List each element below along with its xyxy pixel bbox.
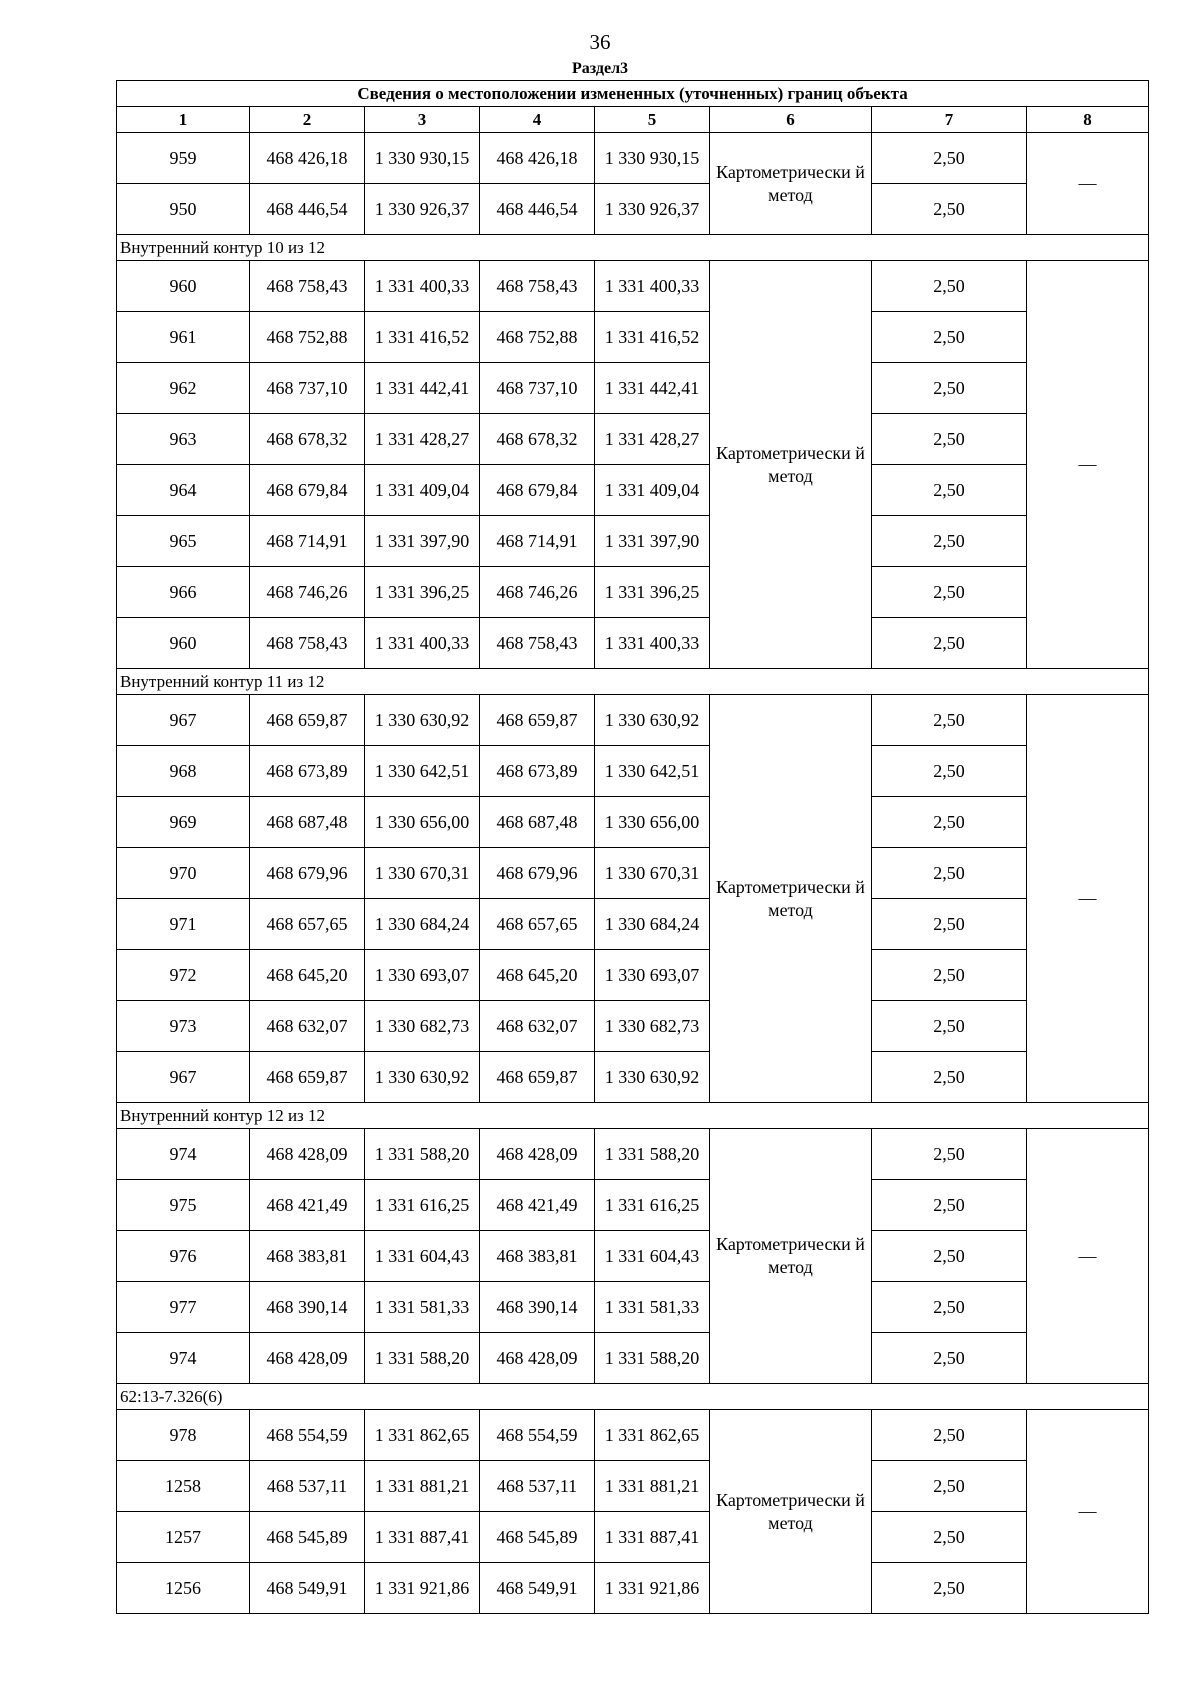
y-coordinate-new: 1 331 588,20: [595, 1129, 710, 1180]
contour-header-row: [117, 669, 1149, 695]
table-row: [117, 414, 1149, 465]
y-coordinate: 1 330 693,07: [365, 950, 480, 1001]
y-coordinate: 1 331 396,25: [365, 567, 480, 618]
contour-header-row: [117, 235, 1149, 261]
x-coordinate: 468 679,96: [250, 848, 365, 899]
description-dash: —: [1027, 1410, 1149, 1614]
accuracy-value: 2,50: [872, 184, 1027, 235]
point-number: 974: [117, 1129, 250, 1180]
coordinates-table: [116, 80, 1149, 1614]
accuracy-value: 2,50: [872, 133, 1027, 184]
x-coordinate-new: 468 421,49: [480, 1180, 595, 1231]
point-number: 972: [117, 950, 250, 1001]
method-cell: Картометрически й метод: [710, 695, 872, 1103]
table-caption: Сведения о местоположении измененных (уточненных) границ объекта: [117, 81, 1149, 107]
x-coordinate: 468 632,07: [250, 1001, 365, 1052]
x-coordinate: 468 714,91: [250, 516, 365, 567]
point-number: 964: [117, 465, 250, 516]
y-coordinate: 1 330 630,92: [365, 695, 480, 746]
y-coordinate-new: 1 330 930,15: [595, 133, 710, 184]
x-coordinate-new: 468 549,91: [480, 1563, 595, 1614]
y-coordinate: 1 331 442,41: [365, 363, 480, 414]
accuracy-value: 2,50: [872, 312, 1027, 363]
accuracy-value: 2,50: [872, 618, 1027, 669]
accuracy-value: 2,50: [872, 1231, 1027, 1282]
accuracy-value: 2,50: [872, 1180, 1027, 1231]
column-numbers-row: [117, 107, 1149, 133]
x-coordinate: 468 645,20: [250, 950, 365, 1001]
table-row: [117, 1563, 1149, 1614]
point-number: 959: [117, 133, 250, 184]
point-number: 1256: [117, 1563, 250, 1614]
accuracy-value: 2,50: [872, 899, 1027, 950]
y-coordinate: 1 330 684,24: [365, 899, 480, 950]
accuracy-value: 2,50: [872, 1001, 1027, 1052]
x-coordinate: 468 426,18: [250, 133, 365, 184]
point-number: 961: [117, 312, 250, 363]
accuracy-value: 2,50: [872, 465, 1027, 516]
section-title: Раздел3: [571, 60, 629, 77]
contour-title: Внутренний контур 10 из 12: [117, 235, 1149, 261]
y-coordinate-new: 1 331 616,25: [595, 1180, 710, 1231]
y-coordinate: 1 330 670,31: [365, 848, 480, 899]
accuracy-value: 2,50: [872, 261, 1027, 312]
y-coordinate: 1 331 604,43: [365, 1231, 480, 1282]
y-coordinate: 1 331 616,25: [365, 1180, 480, 1231]
y-coordinate-new: 1 330 630,92: [595, 695, 710, 746]
y-coordinate-new: 1 331 396,25: [595, 567, 710, 618]
accuracy-value: 2,50: [872, 414, 1027, 465]
x-coordinate: 468 673,89: [250, 746, 365, 797]
table-row: [117, 312, 1149, 363]
y-coordinate-new: 1 331 581,33: [595, 1282, 710, 1333]
x-coordinate: 468 752,88: [250, 312, 365, 363]
x-coordinate: 468 758,43: [250, 618, 365, 669]
x-coordinate: 468 428,09: [250, 1333, 365, 1384]
y-coordinate: 1 331 921,86: [365, 1563, 480, 1614]
x-coordinate: 468 383,81: [250, 1231, 365, 1282]
point-number: 977: [117, 1282, 250, 1333]
y-coordinate: 1 330 926,37: [365, 184, 480, 235]
x-coordinate-new: 468 679,96: [480, 848, 595, 899]
y-coordinate: 1 331 416,52: [365, 312, 480, 363]
y-coordinate-new: 1 331 604,43: [595, 1231, 710, 1282]
x-coordinate: 468 428,09: [250, 1129, 365, 1180]
point-number: 975: [117, 1180, 250, 1231]
table-row: [117, 1180, 1149, 1231]
table-row: [117, 1461, 1149, 1512]
y-coordinate-new: 1 330 670,31: [595, 848, 710, 899]
description-dash: —: [1027, 133, 1149, 235]
accuracy-value: 2,50: [872, 1052, 1027, 1103]
y-coordinate-new: 1 331 862,65: [595, 1410, 710, 1461]
y-coordinate: 1 330 930,15: [365, 133, 480, 184]
point-number: 969: [117, 797, 250, 848]
point-number: 974: [117, 1333, 250, 1384]
y-coordinate-new: 1 330 684,24: [595, 899, 710, 950]
x-coordinate-new: 468 714,91: [480, 516, 595, 567]
point-number: 971: [117, 899, 250, 950]
accuracy-value: 2,50: [872, 797, 1027, 848]
x-coordinate-new: 468 737,10: [480, 363, 595, 414]
y-coordinate-new: 1 330 642,51: [595, 746, 710, 797]
method-cell: Картометрически й метод: [710, 261, 872, 669]
description-dash: —: [1027, 695, 1149, 1103]
y-coordinate: 1 331 409,04: [365, 465, 480, 516]
y-coordinate-new: 1 331 881,21: [595, 1461, 710, 1512]
point-number: 965: [117, 516, 250, 567]
y-coordinate-new: 1 331 887,41: [595, 1512, 710, 1563]
y-coordinate: 1 331 400,33: [365, 261, 480, 312]
y-coordinate-new: 1 331 397,90: [595, 516, 710, 567]
accuracy-value: 2,50: [872, 516, 1027, 567]
y-coordinate: 1 331 581,33: [365, 1282, 480, 1333]
table-row: [117, 797, 1149, 848]
x-coordinate: 468 679,84: [250, 465, 365, 516]
method-cell: Картометрически й метод: [710, 1410, 872, 1614]
table-row: [117, 848, 1149, 899]
table-row: [117, 1333, 1149, 1384]
x-coordinate-new: 468 758,43: [480, 618, 595, 669]
column-number: 2: [250, 107, 365, 133]
y-coordinate-new: 1 330 630,92: [595, 1052, 710, 1103]
method-cell: Картометрически й метод: [710, 1129, 872, 1384]
y-coordinate: 1 330 630,92: [365, 1052, 480, 1103]
table-body: [117, 81, 1149, 1614]
x-coordinate-new: 468 752,88: [480, 312, 595, 363]
table-row: [117, 950, 1149, 1001]
point-number: 970: [117, 848, 250, 899]
point-number: 960: [117, 261, 250, 312]
x-coordinate-new: 468 673,89: [480, 746, 595, 797]
table-row: [117, 1001, 1149, 1052]
accuracy-value: 2,50: [872, 363, 1027, 414]
column-number: 8: [1027, 107, 1149, 133]
x-coordinate-new: 468 657,65: [480, 899, 595, 950]
accuracy-value: 2,50: [872, 1333, 1027, 1384]
table-row: [117, 1129, 1149, 1180]
y-coordinate-new: 1 331 442,41: [595, 363, 710, 414]
description-dash: —: [1027, 261, 1149, 669]
table-row: [117, 899, 1149, 950]
point-number: 966: [117, 567, 250, 618]
y-coordinate: 1 331 428,27: [365, 414, 480, 465]
page-number: 36: [589, 30, 611, 54]
x-coordinate-new: 468 390,14: [480, 1282, 595, 1333]
y-coordinate-new: 1 331 400,33: [595, 261, 710, 312]
table-row: [117, 465, 1149, 516]
table-row: [117, 695, 1149, 746]
y-coordinate-new: 1 331 921,86: [595, 1563, 710, 1614]
x-coordinate: 468 537,11: [250, 1461, 365, 1512]
contour-title: 62:13-7.326(6): [117, 1384, 1149, 1410]
table-row: [117, 261, 1149, 312]
y-coordinate: 1 331 588,20: [365, 1129, 480, 1180]
y-coordinate: 1 331 588,20: [365, 1333, 480, 1384]
accuracy-value: 2,50: [872, 950, 1027, 1001]
table-row: [117, 133, 1149, 184]
x-coordinate-new: 468 679,84: [480, 465, 595, 516]
column-number: 6: [710, 107, 872, 133]
method-cell: Картометрически й метод: [710, 133, 872, 235]
x-coordinate-new: 468 383,81: [480, 1231, 595, 1282]
x-coordinate-new: 468 687,48: [480, 797, 595, 848]
y-coordinate-new: 1 330 682,73: [595, 1001, 710, 1052]
x-coordinate: 468 737,10: [250, 363, 365, 414]
x-coordinate: 468 390,14: [250, 1282, 365, 1333]
accuracy-value: 2,50: [872, 746, 1027, 797]
y-coordinate: 1 330 642,51: [365, 746, 480, 797]
accuracy-value: 2,50: [872, 1461, 1027, 1512]
accuracy-value: 2,50: [872, 1512, 1027, 1563]
y-coordinate: 1 331 862,65: [365, 1410, 480, 1461]
y-coordinate: 1 331 887,41: [365, 1512, 480, 1563]
y-coordinate: 1 330 682,73: [365, 1001, 480, 1052]
x-coordinate: 468 746,26: [250, 567, 365, 618]
x-coordinate-new: 468 545,89: [480, 1512, 595, 1563]
x-coordinate: 468 758,43: [250, 261, 365, 312]
point-number: 968: [117, 746, 250, 797]
point-number: 1258: [117, 1461, 250, 1512]
point-number: 962: [117, 363, 250, 414]
x-coordinate: 468 657,65: [250, 899, 365, 950]
x-coordinate: 468 545,89: [250, 1512, 365, 1563]
y-coordinate: 1 331 400,33: [365, 618, 480, 669]
y-coordinate: 1 331 881,21: [365, 1461, 480, 1512]
contour-header-row: [117, 1384, 1149, 1410]
accuracy-value: 2,50: [872, 848, 1027, 899]
table-row: [117, 1052, 1149, 1103]
y-coordinate-new: 1 330 656,00: [595, 797, 710, 848]
x-coordinate: 468 421,49: [250, 1180, 365, 1231]
table-caption-row: [117, 81, 1149, 107]
x-coordinate-new: 468 746,26: [480, 567, 595, 618]
column-number: 5: [595, 107, 710, 133]
accuracy-value: 2,50: [872, 567, 1027, 618]
contour-title: Внутренний контур 12 из 12: [117, 1103, 1149, 1129]
x-coordinate: 468 687,48: [250, 797, 365, 848]
table-row: [117, 1410, 1149, 1461]
point-number: 973: [117, 1001, 250, 1052]
x-coordinate-new: 468 428,09: [480, 1129, 595, 1180]
point-number: 950: [117, 184, 250, 235]
y-coordinate-new: 1 330 926,37: [595, 184, 710, 235]
point-number: 1257: [117, 1512, 250, 1563]
y-coordinate-new: 1 331 416,52: [595, 312, 710, 363]
accuracy-value: 2,50: [872, 1282, 1027, 1333]
column-number: 1: [117, 107, 250, 133]
table-row: [117, 1512, 1149, 1563]
y-coordinate-new: 1 331 400,33: [595, 618, 710, 669]
x-coordinate: 468 678,32: [250, 414, 365, 465]
table-row: [117, 184, 1149, 235]
accuracy-value: 2,50: [872, 695, 1027, 746]
contour-header-row: [117, 1103, 1149, 1129]
x-coordinate-new: 468 758,43: [480, 261, 595, 312]
contour-title: Внутренний контур 11 из 12: [117, 669, 1149, 695]
point-number: 976: [117, 1231, 250, 1282]
table-row: [117, 363, 1149, 414]
x-coordinate-new: 468 426,18: [480, 133, 595, 184]
x-coordinate-new: 468 537,11: [480, 1461, 595, 1512]
x-coordinate-new: 468 428,09: [480, 1333, 595, 1384]
table-row: [117, 746, 1149, 797]
point-number: 960: [117, 618, 250, 669]
point-number: 978: [117, 1410, 250, 1461]
accuracy-value: 2,50: [872, 1563, 1027, 1614]
x-coordinate-new: 468 678,32: [480, 414, 595, 465]
x-coordinate: 468 549,91: [250, 1563, 365, 1614]
table-row: [117, 516, 1149, 567]
x-coordinate-new: 468 446,54: [480, 184, 595, 235]
y-coordinate: 1 331 397,90: [365, 516, 480, 567]
point-number: 967: [117, 1052, 250, 1103]
x-coordinate-new: 468 645,20: [480, 950, 595, 1001]
table-row: [117, 1282, 1149, 1333]
table-row: [117, 567, 1149, 618]
accuracy-value: 2,50: [872, 1129, 1027, 1180]
x-coordinate-new: 468 659,87: [480, 1052, 595, 1103]
point-number: 967: [117, 695, 250, 746]
table-row: [117, 1231, 1149, 1282]
x-coordinate: 468 554,59: [250, 1410, 365, 1461]
column-number: 4: [480, 107, 595, 133]
table-row: [117, 618, 1149, 669]
y-coordinate-new: 1 331 588,20: [595, 1333, 710, 1384]
x-coordinate: 468 659,87: [250, 1052, 365, 1103]
x-coordinate-new: 468 659,87: [480, 695, 595, 746]
column-number: 3: [365, 107, 480, 133]
column-number: 7: [872, 107, 1027, 133]
x-coordinate: 468 659,87: [250, 695, 365, 746]
y-coordinate-new: 1 331 428,27: [595, 414, 710, 465]
x-coordinate: 468 446,54: [250, 184, 365, 235]
x-coordinate-new: 468 554,59: [480, 1410, 595, 1461]
y-coordinate: 1 330 656,00: [365, 797, 480, 848]
y-coordinate-new: 1 331 409,04: [595, 465, 710, 516]
description-dash: —: [1027, 1129, 1149, 1384]
point-number: 963: [117, 414, 250, 465]
accuracy-value: 2,50: [872, 1410, 1027, 1461]
x-coordinate-new: 468 632,07: [480, 1001, 595, 1052]
y-coordinate-new: 1 330 693,07: [595, 950, 710, 1001]
